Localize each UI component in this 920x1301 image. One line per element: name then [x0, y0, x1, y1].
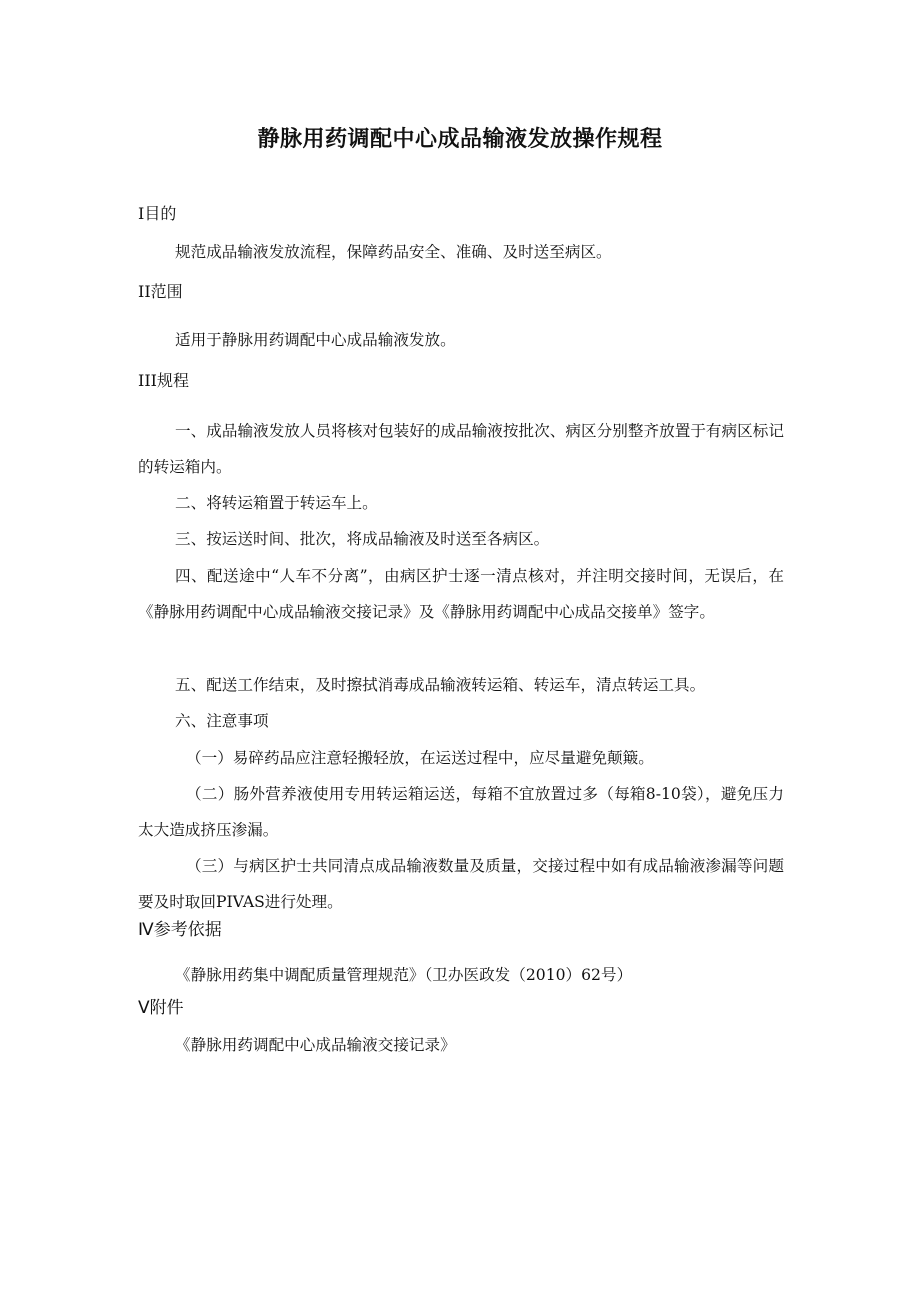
procedure-item-5: 五、配送工作结束，及时擦拭消毒成品输液转运箱、转运车，清点转运工具。 [175, 676, 706, 694]
procedure-item-3: 三、按运送时间、批次，将成品输液及时送至各病区。 [175, 530, 550, 548]
procedure-note-3: （三）与病区护士共同清点成品输液数量及质量，交接过程中如有成品输液渗漏等问题要及时取回PIVAS进行处理。 [138, 857, 784, 911]
section-text-purpose: 规范成品输液发放流程，保障药品安全、准确、及时送至病区。 [175, 243, 612, 261]
document-title: 静脉用药调配中心成品输液发放操作规程 [257, 127, 663, 152]
procedure-note-1: （一）易碎药品应注意轻搬轻放，在运送过程中，应尽量避免颠簸。 [186, 749, 654, 767]
procedure-item-2: 二、将转运箱置于转运车上。 [175, 494, 378, 512]
procedure-item-6: 六、注意事项 [175, 712, 269, 730]
section-text-attachment: 《静脉用药调配中心成品输液交接记录》 [175, 1036, 456, 1054]
section-heading-attachment: Ⅴ附件 [138, 998, 184, 1018]
procedure-item-1: 一、成品输液发放人员将核对包装好的成品输液按批次、病区分别整齐放置于有病区标记的转运箱内。 [138, 422, 784, 476]
section-heading-scope: II范围 [138, 282, 183, 301]
section-text-scope: 适用于静脉用药调配中心成品输液发放。 [175, 331, 456, 349]
section-heading-procedure: III规程 [138, 371, 189, 390]
section-heading-purpose: I目的 [138, 204, 177, 223]
section-heading-reference: Ⅳ参考依据 [138, 920, 222, 940]
procedure-item-4: 四、配送途中“人车不分离”，由病区护士逐一清点核对，并注明交接时间，无误后，在《静脉用药调配中心成品输液交接记录》及《静脉用药调配中心成品交接单》签字。 [138, 567, 784, 621]
section-text-reference: 《静脉用药集中调配质量管理规范》（卫办医政发（2010）62号） [175, 966, 633, 984]
procedure-note-2: （二）肠外营养液使用专用转运箱运送，每箱不宜放置过多（每箱8-10袋），避免压力太大造成挤压渗漏。 [138, 785, 784, 839]
